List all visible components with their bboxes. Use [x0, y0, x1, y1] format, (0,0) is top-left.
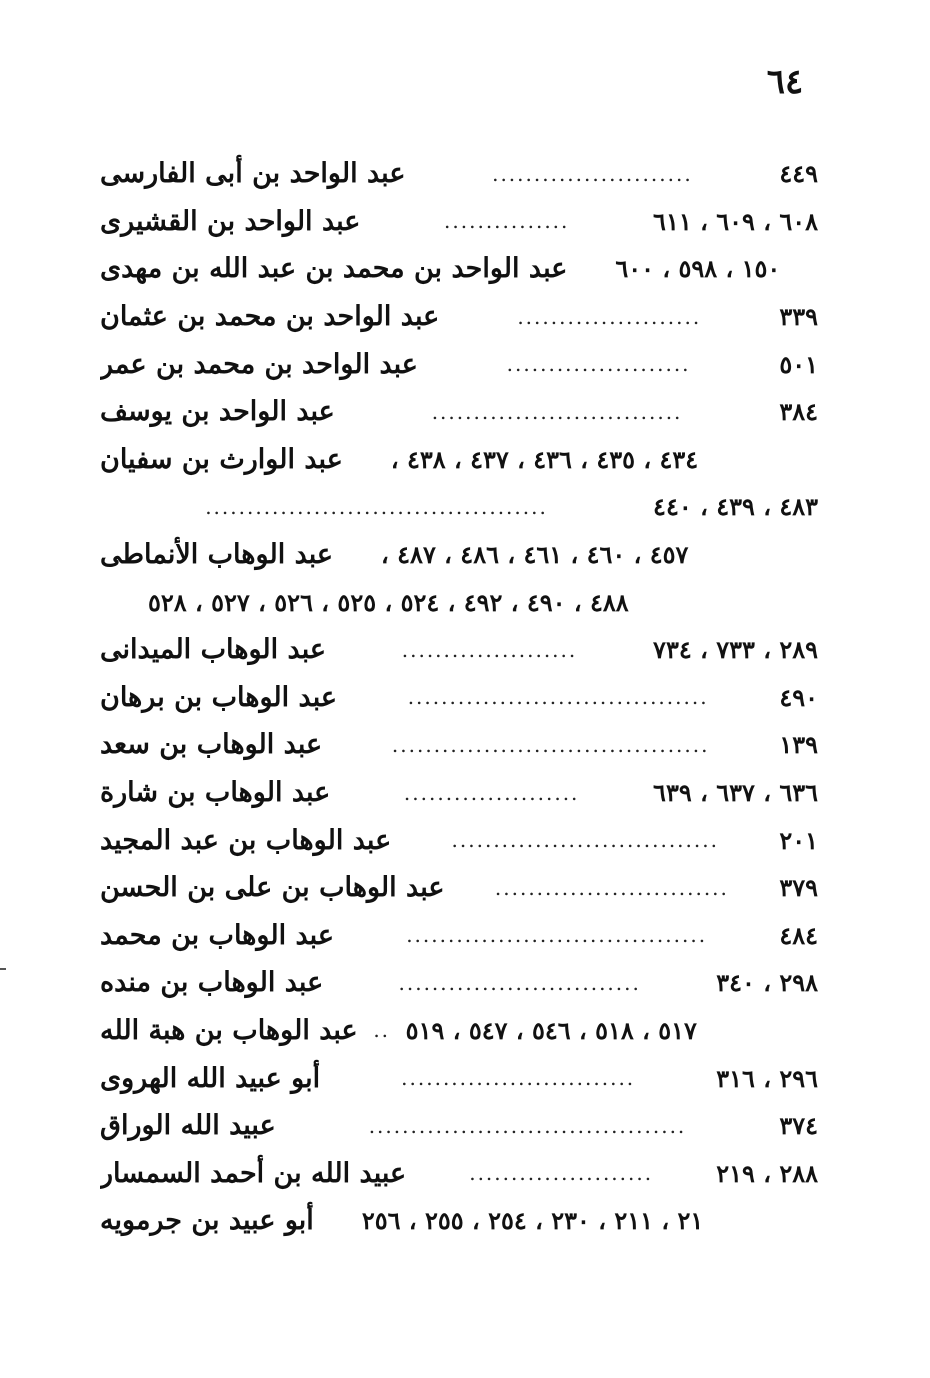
entry-name: عبد الوهاب بن محمد — [100, 919, 334, 951]
entry-name: عبد الواحد بن القشيرى — [100, 205, 361, 237]
dot-leader: ...................................... — [368, 1113, 687, 1138]
index-entry — [100, 1007, 818, 1055]
index-entry — [100, 1102, 818, 1150]
entry-page-numbers: ٤٥٧ ، ٤٦٠ ، ٤٦١ ، ٤٨٦ ، ٤٨٧ ، — [381, 540, 689, 570]
entry-page-numbers: ٢٨٩ ، ٧٣٣ ، ٧٣٤ — [653, 635, 818, 665]
entry-name: عبد الوهاب الأنماطى — [100, 539, 334, 571]
entry-page-numbers: ٤٣٤ ، ٤٣٥ ، ٤٣٦ ، ٤٣٧ ، ٤٣٨ ، — [390, 444, 699, 474]
dot-leader: ............... — [444, 209, 570, 234]
index-entry — [100, 912, 818, 960]
dot-leader: .................................... — [407, 685, 709, 710]
index-entry — [100, 959, 818, 1007]
index-entry — [100, 340, 818, 388]
entry-page-numbers: ٦٣٦ ، ٦٣٧ ، ٦٣٩ — [653, 778, 818, 808]
index-entry — [100, 198, 818, 246]
index-entry — [100, 531, 818, 579]
entry-page-numbers: ٤٨٣ ، ٤٣٩ ، ٤٤٠ — [653, 492, 818, 522]
entry-page-numbers: ٢٩٦ ، ٣١٦ — [716, 1063, 818, 1093]
entry-name: عبد الوهاب بن على بن الحسن — [100, 872, 445, 904]
index-entry — [100, 293, 818, 341]
entry-page-numbers: ٦٠٨ ، ٦٠٩ ، ٦١١ — [653, 206, 818, 236]
entry-page-numbers: ٣٧٤ — [779, 1111, 818, 1141]
entry-page-numbers: ٤٩٠ — [779, 682, 818, 712]
entry-name: عبد الوهاب الميدانى — [100, 634, 326, 666]
index-entry — [100, 1149, 818, 1197]
dot-leader: .................................... — [406, 923, 708, 948]
entry-page-numbers: ٥١٧ ، ٥١٨ ، ٥٤٦ ، ٥٤٧ ، ٥١٩ — [405, 1015, 697, 1045]
index-entry — [100, 483, 818, 531]
entry-page-numbers: ٢٨٨ ، ٢١٩ — [716, 1158, 818, 1188]
index-entry — [100, 864, 818, 912]
dot-leader: ........................ — [492, 161, 693, 186]
entry-name: عبد الوهاب بن شارة — [100, 777, 331, 809]
entry-name: عبد الوهاب بن عبد المجيد — [100, 824, 392, 856]
entry-page-numbers: ١٥٠ ، ٥٩٨ ، ٦٠٠ — [615, 254, 781, 284]
entry-name: عبد الوارث بن سفيان — [100, 443, 343, 475]
entry-page-numbers: ٥٠١ — [779, 349, 818, 379]
dot-leader: ............................ — [401, 1066, 636, 1091]
entry-page-numbers: ١٣٩ — [779, 730, 818, 760]
dot-leader: ............................. — [398, 970, 641, 995]
index-entry — [100, 816, 818, 864]
index-entry — [100, 150, 818, 198]
entry-page-numbers: ٢٠١ — [779, 825, 818, 855]
index-entry — [100, 1197, 818, 1245]
index-entry — [100, 578, 818, 626]
index-entry — [100, 721, 818, 769]
page-number: ٦٤ — [766, 62, 804, 102]
index-entry — [100, 388, 818, 436]
entry-page-numbers: ٤٤٩ — [779, 159, 818, 189]
entry-name: عبد الواحد بن أبى الفارسى — [100, 158, 406, 190]
entry-name: عبيد الله بن أحمد السمسار — [100, 1157, 407, 1189]
entry-name: عبد الوهاب بن سعد — [100, 729, 323, 761]
index-entry — [100, 436, 818, 484]
dot-leader: ......................................... — [205, 494, 548, 519]
entry-name: أبو عبيد بن جرمويه — [100, 1205, 314, 1237]
entry-name: عبد الواحد بن محمد بن عثمان — [100, 301, 440, 333]
index-entry — [100, 626, 818, 674]
margin-mark — [0, 968, 6, 970]
index-entry — [100, 769, 818, 817]
entry-name: عبد الوهاب بن برهان — [100, 681, 337, 713]
entry-page-numbers: ٣٨٤ — [779, 397, 818, 427]
entry-name: عبد الوهاب بن هبة الله — [100, 1014, 358, 1046]
dot-leader: .. — [373, 1018, 391, 1043]
dot-leader: ..................... — [401, 637, 578, 662]
entry-name: عبد الوهاب بن منده — [100, 967, 324, 999]
dot-leader: ..................... — [403, 780, 580, 805]
entry-name: عبد الواحد بن محمد بن عبد الله بن مهدى — [100, 253, 568, 285]
index-entry — [100, 1054, 818, 1102]
dot-leader: ...................... — [517, 304, 702, 329]
dot-leader: ................................ — [451, 828, 719, 853]
dot-leader: ............................ — [494, 875, 729, 900]
entry-name: عبيد الله الوراق — [100, 1110, 276, 1142]
dot-leader: ...................................... — [391, 732, 710, 757]
entry-page-numbers: ٣٧٩ — [779, 873, 818, 903]
dot-leader: ...................... — [469, 1161, 654, 1186]
index-list — [100, 150, 818, 1245]
dot-leader: .............................. — [431, 399, 683, 424]
entry-name: أبو عبيد الله الهروى — [100, 1062, 321, 1094]
index-entry — [100, 674, 818, 722]
entry-page-numbers: ٤٨٨ ، ٤٩٠ ، ٤٩٢ ، ٥٢٤ ، ٥٢٥ ، ٥٢٦ ، ٥٢٧ ، ٥٢٨ — [148, 587, 629, 617]
entry-page-numbers: ٤٨٤ — [779, 920, 818, 950]
dot-leader: ...................... — [506, 352, 691, 377]
entry-page-numbers: ٢١ ، ٢١١ ، ٢٣٠ ، ٢٥٤ ، ٢٥٥ ، ٢٥٦ — [361, 1206, 704, 1236]
entry-name: عبد الواحد بن محمد بن عمر — [100, 348, 418, 380]
entry-page-numbers: ٣٣٩ — [779, 302, 818, 332]
entry-name: عبد الواحد بن يوسف — [100, 396, 335, 428]
index-entry — [100, 245, 818, 293]
entry-page-numbers: ٢٩٨ ، ٣٤٠ — [716, 968, 818, 998]
